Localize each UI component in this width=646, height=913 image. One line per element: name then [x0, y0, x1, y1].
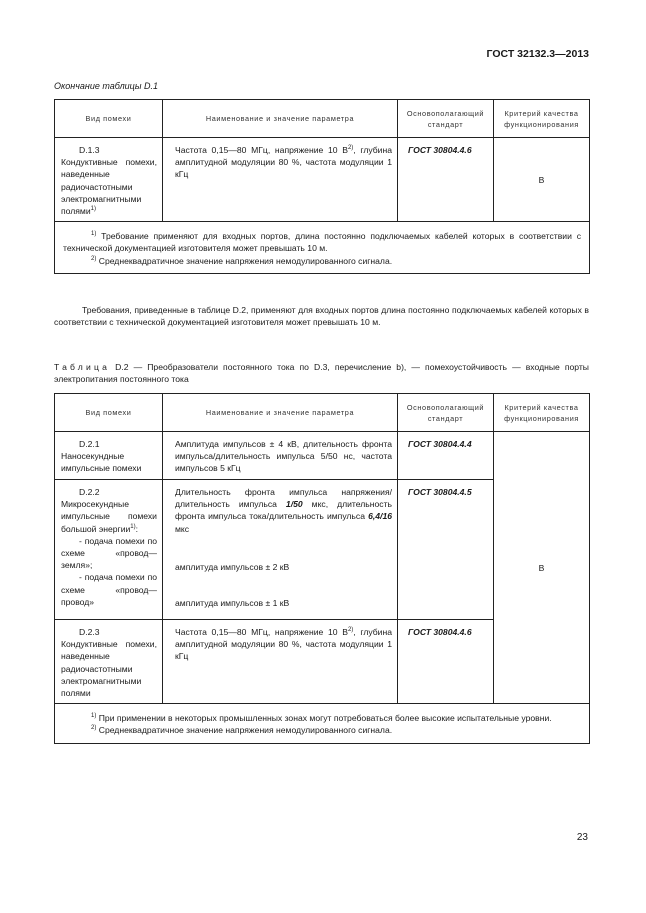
interference-type: D.1.3 Кондуктивные помехи, наведенные радиочастотными электромагнитными полями — [61, 145, 157, 217]
sub-item-ground: - подача помехи по схеме «провод—земля»; — [61, 535, 157, 571]
criterion-cell: B — [494, 432, 590, 704]
amplitude-wire: амплитуда импульсов ± 1 кВ — [175, 598, 290, 609]
table-notes — [55, 222, 590, 274]
parameter-cell — [163, 620, 398, 704]
parameter-text: Частота 0,15—80 МГц, напряжение 10 В — [175, 627, 348, 637]
sub-item-wire: - подача помехи по схеме «провод—провод» — [61, 572, 157, 607]
table-header-row — [55, 100, 590, 138]
note-2 — [63, 255, 581, 267]
parameter-cell — [163, 138, 398, 222]
document-code: ГОСТ 32132.3—2013 — [486, 48, 589, 60]
header-criterion: Критерий качества функционирования — [494, 100, 590, 138]
interference-type: D.2.1 Наносекундные импульсные помехи — [61, 439, 142, 474]
standard-cell: ГОСТ 30804.4.6 — [398, 620, 494, 704]
header-type: Вид помехи — [55, 100, 163, 138]
table-d1 — [54, 99, 590, 274]
criterion-cell: B — [494, 138, 590, 222]
footnote-ref: 1) — [90, 206, 96, 213]
parameter-text: Длительность фронта импульса напряжения/ длительность импульса — [175, 487, 392, 510]
note-text: Требование применяют для входных портов, длина постоянно подключаемых кабелей которых в соответствии с технической документацией изготовителя может превышать 10 м. — [63, 231, 581, 254]
note-2 — [63, 724, 581, 736]
header-standard: Основополагающий стандарт — [398, 100, 494, 138]
header-type: Вид помехи — [55, 394, 163, 432]
interference-type: D.2.2 Микросекундные импульсные помехи большой энергии — [61, 487, 157, 534]
standard-cell: ГОСТ 30804.4.6 — [398, 138, 494, 222]
standard-cell: ГОСТ 30804.4.4 — [398, 432, 494, 480]
note-text: Среднеквадратичное значение напряжения немодулированного сигнала. — [98, 255, 393, 266]
table-title-text: D.2 — Преобразователи постоянного тока по D.3, перечисление b), — помехоустойчивость — входные порты электропитания постоянного тока — [54, 362, 589, 385]
amplitude-ground: амплитуда импульсов ± 2 кВ — [175, 561, 290, 572]
header-param: Наименование и значение параметра — [163, 100, 398, 138]
footnote-mark: 2) — [91, 255, 97, 262]
footnote-ref: 2) — [347, 627, 354, 634]
footnote-mark: 1) — [91, 231, 97, 238]
interference-type-cell — [55, 480, 163, 620]
parameter-text: Частота 0,15—80 МГц, напряжение 10 В — [175, 145, 348, 155]
parameter-text-tail: , глубина амплитудной модуляции 80 %, частота модуляции 1 кГц — [175, 145, 392, 180]
table-header-row — [55, 394, 590, 432]
interference-type-cell — [55, 138, 163, 222]
standard-cell: ГОСТ 30804.4.5 — [398, 480, 494, 620]
table-d2-title — [54, 361, 589, 385]
interference-type: D.2.3 Кондуктивные помехи, наведенные радиочастотными электромагнитными полями — [61, 627, 157, 699]
header-param: Наименование и значение параметра — [163, 394, 398, 432]
table-row — [55, 432, 590, 480]
table-d2 — [54, 393, 590, 744]
table-continuation-caption: Окончание таблицы D.1 — [54, 81, 158, 91]
note-1 — [63, 712, 581, 724]
header-standard: Основополагающий стандарт — [398, 394, 494, 432]
parameter-cell: Амплитуда импульсов ± 4 кВ, длительность фронта импульса/длительность импульса 5/50 нс, частота импульсов 5 кГц — [163, 432, 398, 480]
note-text: При применении в некоторых промышленных зонах могут потребоваться более высокие испытательные уровни. — [98, 713, 552, 724]
parameter-cell — [163, 480, 398, 620]
page-number: 23 — [576, 832, 588, 843]
interference-type-cell — [55, 620, 163, 704]
body-paragraph: Требования, приведенные в таблице D.2, применяют для входных портов длина постоянно подключаемых кабелей которых в соответствии с технической документацией изготовителя может превышать 10 м. — [54, 305, 589, 328]
footnote-mark: 2) — [91, 725, 97, 732]
table-notes — [55, 704, 590, 743]
table-notes-row — [55, 222, 590, 274]
parameter-text: мкс, длительность фронта импульса тока/длительность импульса — [175, 499, 392, 522]
note-text: Среднеквадратичное значение напряжения немодулированного сигнала. — [98, 725, 393, 736]
table-notes-row — [55, 704, 590, 743]
parameter-text: мкс — [175, 523, 190, 534]
footnote-ref: 1) — [130, 523, 136, 530]
footnote-mark: 1) — [91, 713, 97, 720]
footnote-ref: 2) — [347, 145, 354, 152]
interference-type-cell — [55, 432, 163, 480]
parameter-text-tail: , глубина амплитудной модуляции 80 %, частота модуляции 1 кГц — [175, 627, 392, 662]
table-row — [55, 138, 590, 222]
type-tail: : — [135, 523, 139, 534]
table-label: Таблица — [54, 362, 111, 372]
parameter-emph: 6,4/16 — [368, 511, 393, 522]
header-criterion: Критерий качества функционирования — [494, 394, 590, 432]
parameter-emph: 1/50 — [285, 499, 303, 510]
note-1 — [63, 230, 581, 254]
